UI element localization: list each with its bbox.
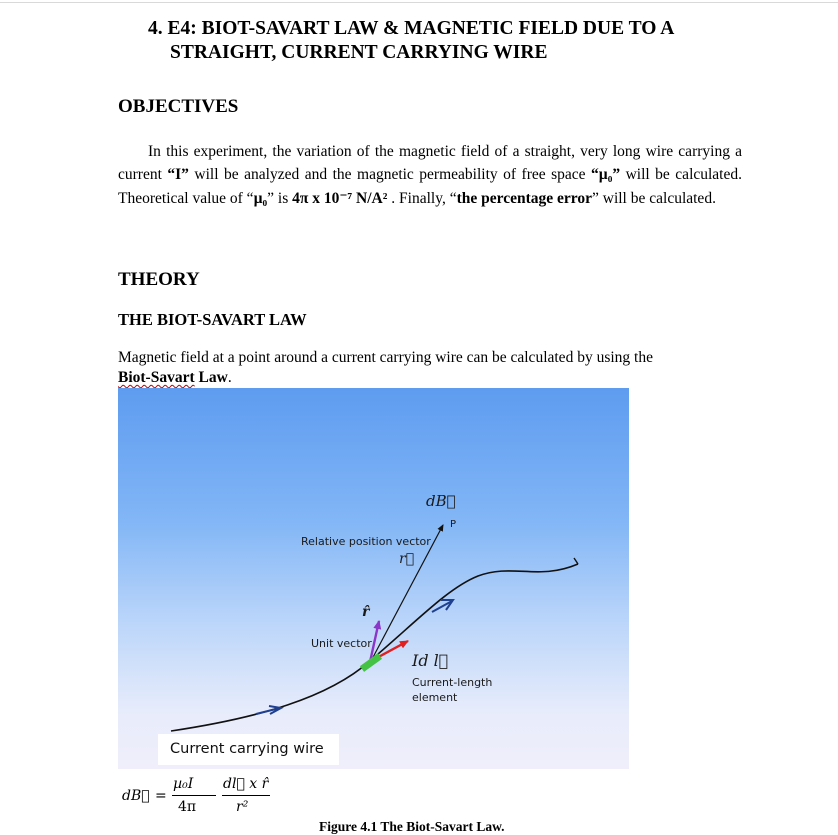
biot-savart-formula [120,776,280,822]
label-current-length-line1: Current-length [412,676,493,689]
label-r-vector: r⃗ [399,551,415,567]
formula-cross-denominator: r² [236,799,249,815]
figure-drawing [118,388,629,769]
label-r-hat: r̂ [362,604,370,620]
label-P: P [450,519,457,530]
formula-equals: = [155,788,167,804]
label-unit-vector: Unit vector [311,637,372,650]
mu0-symbol: “µ₀” [591,166,621,184]
formula-numerator: µ₀I [173,776,194,792]
chapter-heading [148,17,674,65]
formula-fraction-bar-2 [222,795,270,796]
formula-cross-numerator: dl⃗ x r̂ [223,776,269,792]
current-wire [171,564,578,731]
theory-intro: Magnetic field at a point around a current carrying wire can be calculated by using the Biot-Savart Law. [118,349,653,386]
wire-end-hook [574,558,578,564]
page-top-rule [0,2,838,3]
biot-savart-term: Biot-Savart [118,369,195,386]
objectives-paragraph: In this experiment, the variation of the magnetic field of a straight, very long wire carrying a current “I” will be analyzed and the magnetic permeability of free space “µ₀” will be calculated. Theoretical value of “µ₀” is 4π x 10⁻⁷ N/A² . Finally, “the percentage error” will be calculated. [118,143,742,207]
formula-denominator: 4π [178,799,197,815]
theory-title: THEORY [118,269,200,290]
label-current-length-line2: element [412,691,458,704]
current-carrying-wire-label: Current carrying wire [158,734,339,765]
label-dB: dB⃗ [426,492,456,510]
biot-savart-figure [118,388,629,769]
formula-fraction-bar-1 [172,795,216,796]
formula-lhs: dB⃗ [122,788,150,804]
label-Idl: Id l⃗ [412,651,449,670]
objectives-title: OBJECTIVES [118,96,239,117]
heading-line-1: 4. E4: BIOT-SAVART LAW & MAGNETIC FIELD DUE TO A [148,18,675,39]
figure-caption: Figure 4.1 The Biot-Savart Law. [319,819,505,834]
current-symbol: “I” [167,166,189,184]
theory-subtitle: THE BIOT-SAVART LAW [118,310,307,329]
percentage-error-term: the percentage error [456,189,592,207]
label-relative-position-vector: Relative position vector [301,535,431,548]
heading-line-2: STRAIGHT, CURRENT CARRYING WIRE [170,42,548,63]
theoretical-value: 4π x 10⁻⁷ N/A² [292,189,388,207]
